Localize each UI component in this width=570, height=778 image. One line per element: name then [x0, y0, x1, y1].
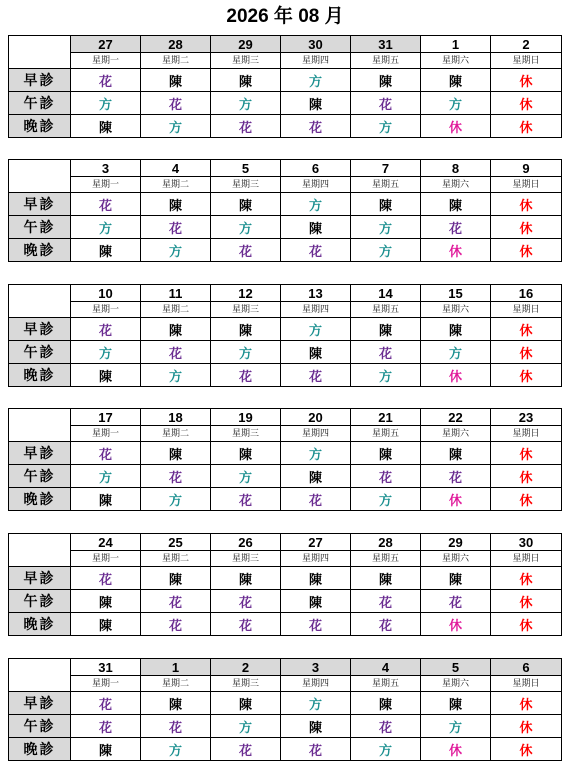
date-number: 1 — [421, 36, 491, 53]
doctor-slot-cell: 陳 — [421, 318, 491, 341]
weekday-label: 星期六 — [421, 551, 491, 567]
period-label: 午診 — [9, 92, 71, 115]
weekday-label: 星期一 — [71, 302, 141, 318]
doctor-slot-cell: 陳 — [71, 115, 141, 138]
doctor-slot-cell: 花 — [351, 465, 421, 488]
weekday-label: 星期二 — [141, 302, 211, 318]
doctor-slot-cell: 休 — [491, 239, 562, 262]
doctor-slot-cell: 花 — [71, 715, 141, 738]
weekday-label: 星期四 — [281, 302, 351, 318]
date-number: 5 — [421, 659, 491, 676]
doctor-slot-cell: 方 — [281, 442, 351, 465]
doctor-slot-cell: 花 — [281, 239, 351, 262]
weekday-label: 星期四 — [281, 53, 351, 69]
doctor-slot-cell: 休 — [491, 488, 562, 511]
doctor-slot-cell: 休 — [421, 613, 491, 636]
doctor-slot-cell: 方 — [141, 738, 211, 761]
period-label: 早診 — [9, 692, 71, 715]
doctor-slot-cell: 陳 — [281, 216, 351, 239]
date-number: 19 — [211, 409, 281, 426]
doctor-slot-cell: 花 — [351, 590, 421, 613]
doctor-slot-cell: 陳 — [71, 239, 141, 262]
doctor-slot-cell: 陳 — [71, 738, 141, 761]
doctor-slot-cell: 陳 — [211, 692, 281, 715]
weekday-label: 星期三 — [211, 53, 281, 69]
weekday-label: 星期二 — [141, 551, 211, 567]
weekday-label: 星期一 — [71, 426, 141, 442]
weekday-label: 星期五 — [351, 426, 421, 442]
doctor-slot-cell: 陳 — [211, 442, 281, 465]
doctor-slot-cell: 方 — [141, 115, 211, 138]
doctor-slot-cell: 休 — [491, 193, 562, 216]
weekday-label: 星期一 — [71, 53, 141, 69]
doctor-slot-cell: 方 — [351, 239, 421, 262]
weekday-label: 星期四 — [281, 426, 351, 442]
period-label: 晚診 — [9, 488, 71, 511]
date-number: 21 — [351, 409, 421, 426]
week-table — [8, 658, 562, 761]
doctor-slot-cell: 方 — [281, 318, 351, 341]
doctor-slot-cell: 休 — [491, 69, 562, 92]
weekday-label: 星期四 — [281, 177, 351, 193]
weekday-label: 星期六 — [421, 426, 491, 442]
weekday-label: 星期六 — [421, 676, 491, 692]
week-table — [8, 533, 562, 636]
weekday-label: 星期四 — [281, 551, 351, 567]
date-number: 28 — [141, 36, 211, 53]
doctor-slot-cell: 休 — [491, 590, 562, 613]
date-number: 8 — [421, 160, 491, 177]
doctor-slot-cell: 陳 — [281, 590, 351, 613]
period-label: 晚診 — [9, 613, 71, 636]
doctor-slot-cell: 陳 — [421, 69, 491, 92]
doctor-slot-cell: 休 — [491, 364, 562, 387]
weekday-label: 星期二 — [141, 676, 211, 692]
doctor-slot-cell: 方 — [211, 341, 281, 364]
doctor-slot-cell: 陳 — [281, 567, 351, 590]
period-label: 早診 — [9, 193, 71, 216]
doctor-slot-cell: 休 — [421, 364, 491, 387]
doctor-slot-cell: 方 — [351, 364, 421, 387]
doctor-slot-cell: 陳 — [71, 613, 141, 636]
date-number: 15 — [421, 285, 491, 302]
period-label: 午診 — [9, 465, 71, 488]
doctor-slot-cell: 陳 — [71, 488, 141, 511]
date-number: 27 — [71, 36, 141, 53]
date-number: 7 — [351, 160, 421, 177]
doctor-slot-cell: 陳 — [281, 715, 351, 738]
doctor-slot-cell: 方 — [281, 692, 351, 715]
doctor-slot-cell: 花 — [351, 341, 421, 364]
doctor-slot-cell: 休 — [491, 613, 562, 636]
doctor-slot-cell: 方 — [421, 92, 491, 115]
date-number: 6 — [281, 160, 351, 177]
header-corner-cell — [9, 409, 71, 442]
doctor-slot-cell: 花 — [141, 92, 211, 115]
doctor-slot-cell: 休 — [491, 92, 562, 115]
doctor-slot-cell: 方 — [71, 216, 141, 239]
weekday-label: 星期五 — [351, 177, 421, 193]
doctor-slot-cell: 陳 — [71, 364, 141, 387]
doctor-slot-cell: 花 — [141, 216, 211, 239]
period-label: 午診 — [9, 715, 71, 738]
doctor-slot-cell: 花 — [71, 567, 141, 590]
doctor-slot-cell: 花 — [71, 442, 141, 465]
doctor-slot-cell: 花 — [421, 465, 491, 488]
doctor-slot-cell: 花 — [281, 738, 351, 761]
weekday-label: 星期日 — [491, 676, 562, 692]
doctor-slot-cell: 陳 — [141, 193, 211, 216]
doctor-slot-cell: 花 — [71, 69, 141, 92]
doctor-slot-cell: 休 — [491, 442, 562, 465]
period-label: 晚診 — [9, 239, 71, 262]
doctor-slot-cell: 花 — [141, 613, 211, 636]
doctor-slot-cell: 陳 — [351, 193, 421, 216]
weekday-label: 星期日 — [491, 551, 562, 567]
doctor-slot-cell: 方 — [141, 364, 211, 387]
doctor-slot-cell: 陳 — [141, 567, 211, 590]
doctor-slot-cell: 花 — [141, 465, 211, 488]
doctor-slot-cell: 方 — [71, 465, 141, 488]
date-number: 20 — [281, 409, 351, 426]
date-number: 29 — [211, 36, 281, 53]
doctor-slot-cell: 休 — [491, 465, 562, 488]
header-corner-cell — [9, 160, 71, 193]
doctor-slot-cell: 花 — [421, 590, 491, 613]
doctor-slot-cell: 花 — [281, 364, 351, 387]
doctor-slot-cell: 休 — [491, 216, 562, 239]
doctor-slot-cell: 花 — [211, 613, 281, 636]
period-label: 早診 — [9, 69, 71, 92]
date-number: 5 — [211, 160, 281, 177]
header-corner-cell — [9, 36, 71, 69]
doctor-slot-cell: 休 — [421, 239, 491, 262]
week-table — [8, 35, 562, 138]
doctor-slot-cell: 休 — [421, 115, 491, 138]
period-label: 晚診 — [9, 115, 71, 138]
period-label: 早診 — [9, 567, 71, 590]
weekday-label: 星期日 — [491, 177, 562, 193]
doctor-slot-cell: 花 — [141, 341, 211, 364]
date-number: 2 — [491, 36, 562, 53]
date-number: 16 — [491, 285, 562, 302]
doctor-slot-cell: 休 — [491, 715, 562, 738]
date-number: 22 — [421, 409, 491, 426]
doctor-slot-cell: 陳 — [211, 318, 281, 341]
doctor-slot-cell: 花 — [351, 715, 421, 738]
weekday-label: 星期五 — [351, 551, 421, 567]
weekday-label: 星期一 — [71, 676, 141, 692]
doctor-slot-cell: 陳 — [281, 92, 351, 115]
date-number: 3 — [71, 160, 141, 177]
doctor-slot-cell: 休 — [421, 488, 491, 511]
doctor-slot-cell: 花 — [421, 216, 491, 239]
doctor-slot-cell: 陳 — [351, 318, 421, 341]
date-number: 28 — [351, 534, 421, 551]
doctor-slot-cell: 方 — [351, 738, 421, 761]
doctor-slot-cell: 方 — [281, 69, 351, 92]
doctor-slot-cell: 方 — [351, 488, 421, 511]
weekday-label: 星期六 — [421, 177, 491, 193]
doctor-slot-cell: 方 — [211, 465, 281, 488]
doctor-slot-cell: 陳 — [211, 193, 281, 216]
doctor-slot-cell: 方 — [211, 216, 281, 239]
date-number: 26 — [211, 534, 281, 551]
doctor-slot-cell: 陳 — [141, 692, 211, 715]
doctor-slot-cell: 休 — [491, 341, 562, 364]
date-number: 6 — [491, 659, 562, 676]
weekday-label: 星期日 — [491, 53, 562, 69]
date-number: 17 — [71, 409, 141, 426]
date-number: 1 — [141, 659, 211, 676]
date-number: 2 — [211, 659, 281, 676]
doctor-slot-cell: 陳 — [211, 567, 281, 590]
doctor-slot-cell: 方 — [211, 715, 281, 738]
period-label: 午診 — [9, 590, 71, 613]
page-title: 2026 年 08 月 — [226, 6, 344, 27]
weekday-label: 星期二 — [141, 53, 211, 69]
doctor-slot-cell: 方 — [71, 92, 141, 115]
weekday-label: 星期五 — [351, 676, 421, 692]
doctor-slot-cell: 方 — [141, 239, 211, 262]
doctor-slot-cell: 休 — [421, 738, 491, 761]
doctor-slot-cell: 花 — [281, 115, 351, 138]
doctor-slot-cell: 方 — [211, 92, 281, 115]
date-number: 13 — [281, 285, 351, 302]
weekday-label: 星期一 — [71, 177, 141, 193]
weekday-label: 星期六 — [421, 302, 491, 318]
week-table — [8, 284, 562, 387]
doctor-slot-cell: 陳 — [421, 442, 491, 465]
doctor-slot-cell: 陳 — [281, 465, 351, 488]
doctor-slot-cell: 陳 — [421, 193, 491, 216]
doctor-slot-cell: 花 — [141, 590, 211, 613]
date-number: 9 — [491, 160, 562, 177]
date-number: 31 — [71, 659, 141, 676]
doctor-slot-cell: 方 — [351, 216, 421, 239]
doctor-slot-cell: 休 — [491, 115, 562, 138]
doctor-slot-cell: 花 — [211, 590, 281, 613]
doctor-slot-cell: 方 — [71, 341, 141, 364]
period-label: 午診 — [9, 341, 71, 364]
weekday-label: 星期日 — [491, 302, 562, 318]
weekday-label: 星期三 — [211, 302, 281, 318]
header-corner-cell — [9, 534, 71, 567]
doctor-slot-cell: 花 — [211, 239, 281, 262]
doctor-slot-cell: 花 — [351, 92, 421, 115]
date-number: 29 — [421, 534, 491, 551]
period-label: 晚診 — [9, 364, 71, 387]
date-number: 25 — [141, 534, 211, 551]
doctor-slot-cell: 陳 — [421, 692, 491, 715]
week-table — [8, 159, 562, 262]
doctor-slot-cell: 花 — [71, 193, 141, 216]
doctor-slot-cell: 花 — [281, 488, 351, 511]
date-number: 3 — [281, 659, 351, 676]
doctor-slot-cell: 花 — [351, 613, 421, 636]
doctor-slot-cell: 陳 — [141, 318, 211, 341]
period-label: 早診 — [9, 442, 71, 465]
doctor-slot-cell: 方 — [421, 341, 491, 364]
header-corner-cell — [9, 285, 71, 318]
weekday-label: 星期二 — [141, 426, 211, 442]
weekday-label: 星期五 — [351, 53, 421, 69]
weekday-label: 星期一 — [71, 551, 141, 567]
doctor-slot-cell: 休 — [491, 318, 562, 341]
doctor-slot-cell: 花 — [211, 364, 281, 387]
date-number: 12 — [211, 285, 281, 302]
date-number: 14 — [351, 285, 421, 302]
doctor-slot-cell: 陳 — [141, 69, 211, 92]
doctor-slot-cell: 花 — [211, 115, 281, 138]
header-corner-cell — [9, 659, 71, 692]
doctor-slot-cell: 方 — [351, 115, 421, 138]
period-label: 早診 — [9, 318, 71, 341]
date-number: 31 — [351, 36, 421, 53]
doctor-slot-cell: 陳 — [211, 69, 281, 92]
doctor-slot-cell: 陳 — [421, 567, 491, 590]
doctor-slot-cell: 陳 — [351, 567, 421, 590]
date-number: 10 — [71, 285, 141, 302]
date-number: 27 — [281, 534, 351, 551]
date-number: 24 — [71, 534, 141, 551]
date-number: 4 — [351, 659, 421, 676]
doctor-slot-cell: 花 — [211, 738, 281, 761]
weekday-label: 星期四 — [281, 676, 351, 692]
doctor-slot-cell: 陳 — [351, 69, 421, 92]
date-number: 23 — [491, 409, 562, 426]
date-number: 30 — [491, 534, 562, 551]
date-number: 11 — [141, 285, 211, 302]
date-number: 30 — [281, 36, 351, 53]
doctor-slot-cell: 花 — [71, 692, 141, 715]
doctor-slot-cell: 花 — [211, 488, 281, 511]
week-table — [8, 408, 562, 511]
doctor-slot-cell: 陳 — [141, 442, 211, 465]
doctor-slot-cell: 休 — [491, 692, 562, 715]
doctor-slot-cell: 陳 — [71, 590, 141, 613]
weekday-label: 星期日 — [491, 426, 562, 442]
doctor-slot-cell: 陳 — [281, 341, 351, 364]
weekday-label: 星期二 — [141, 177, 211, 193]
date-number: 18 — [141, 409, 211, 426]
weekday-label: 星期三 — [211, 426, 281, 442]
doctor-slot-cell: 花 — [71, 318, 141, 341]
doctor-slot-cell: 休 — [491, 567, 562, 590]
weekday-label: 星期三 — [211, 177, 281, 193]
doctor-slot-cell: 花 — [141, 715, 211, 738]
period-label: 午診 — [9, 216, 71, 239]
doctor-slot-cell: 休 — [491, 738, 562, 761]
date-number: 4 — [141, 160, 211, 177]
doctor-slot-cell: 方 — [421, 715, 491, 738]
weekday-label: 星期六 — [421, 53, 491, 69]
doctor-slot-cell: 陳 — [351, 692, 421, 715]
weekday-label: 星期三 — [211, 551, 281, 567]
doctor-slot-cell: 方 — [281, 193, 351, 216]
doctor-slot-cell: 方 — [141, 488, 211, 511]
doctor-slot-cell: 陳 — [351, 442, 421, 465]
period-label: 晚診 — [9, 738, 71, 761]
doctor-slot-cell: 花 — [281, 613, 351, 636]
weekday-label: 星期五 — [351, 302, 421, 318]
weekday-label: 星期三 — [211, 676, 281, 692]
